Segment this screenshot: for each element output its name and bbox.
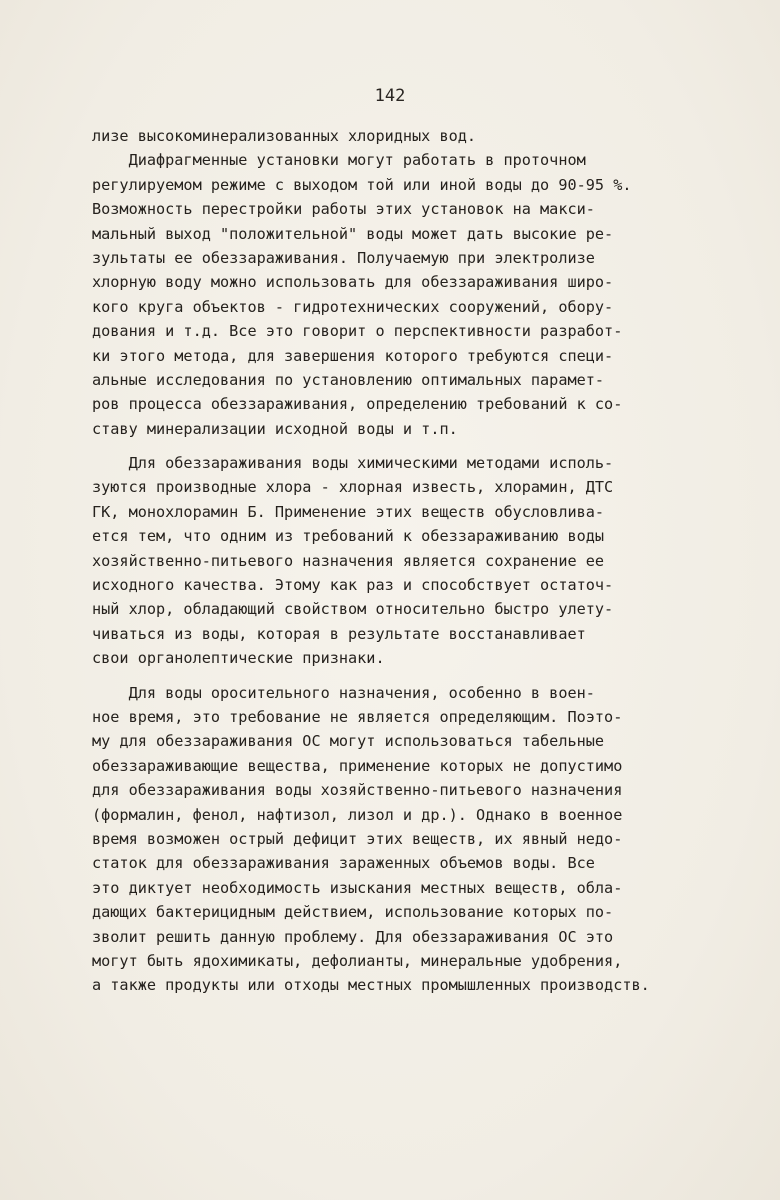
text-line: ный хлор, обладающий свойством относительно быстро улету- — [92, 600, 614, 619]
text-line: зволит решить данную проблему. Для обеззараживания ОС это — [92, 927, 614, 946]
text-line: обеззараживающие вещества, применение которых не допустимо — [92, 756, 623, 775]
text-line: для обеззараживания воды хозяйственно-питьевого назначения — [92, 781, 623, 800]
text-line: статок для обеззараживания зараженных объемов воды. Все — [92, 854, 595, 873]
text-line: ров процесса обеззараживания, определению требований к со- — [92, 395, 623, 414]
text-line: ГК, монохлорамин Б. Применение этих веществ обусловлива- — [92, 502, 605, 521]
text-line: Возможность перестройки работы этих установок на макси- — [92, 200, 595, 219]
paragraph — [92, 681, 732, 998]
text-line: хозяйственно-питьевого назначения является сохранение ее — [92, 551, 605, 570]
text-line: это диктует необходимость изыскания местных веществ, обла- — [92, 878, 623, 897]
text-line: ки этого метода, для завершения которого требуются специ- — [92, 346, 614, 365]
text-line: зуются производные хлора - хлорная известь, хлорамин, ДТС — [92, 478, 614, 497]
text-line: лизе высокоминерализованных хлоридных вод. — [92, 127, 477, 145]
text-line: исходного качества. Этому как раз и способствует остаточ- — [92, 576, 614, 595]
text-line: мальный выход "положительной" воды может дать высокие ре- — [92, 224, 614, 243]
paragraph — [92, 148, 732, 441]
text-line: Для обеззараживания воды химическими методами исполь- — [92, 454, 614, 473]
text-line: дающих бактерицидным действием, использование которых по- — [92, 903, 614, 922]
text-line: хлорную воду можно использовать для обеззараживания широ- — [92, 273, 614, 292]
text-line: а также продукты или отходы местных промышленных производств. — [92, 976, 650, 995]
text-line: дования и т.д. Все это говорит о перспективности разработ- — [92, 322, 623, 341]
page-number: 142 — [374, 86, 406, 106]
text-line: могут быть ядохимикаты, дефолианты, минеральные удобрения, — [92, 951, 623, 970]
text-line: ное время, это требование не является определяющим. Поэто- — [92, 707, 623, 726]
paragraph — [92, 124, 732, 148]
text-line: регулируемом режиме с выходом той или иной воды до 90-95 %. — [92, 175, 632, 194]
text-line: ставу минерализации исходной воды и т.п. — [92, 419, 458, 438]
paragraph — [92, 451, 732, 671]
text-line: ется тем, что одним из требований к обеззараживанию воды — [92, 527, 605, 546]
body-text — [92, 124, 732, 998]
text-line: Диафрагменные установки могут работать в проточном — [92, 151, 586, 170]
text-line: чиваться из воды, которая в результате восстанавливает — [92, 624, 586, 643]
text-line: (формалин, фенол, нафтизол, лизол и др.). Однако в военное — [92, 805, 623, 824]
text-line: альные исследования по установлению оптимальных парамет- — [92, 370, 605, 389]
text-line: му для обеззараживания ОС могут использоваться табельные — [92, 732, 605, 751]
text-line: кого круга объектов - гидротехнических сооружений, обору- — [92, 297, 614, 316]
text-line: зультаты ее обеззараживания. Получаемую при электролизе — [92, 248, 595, 267]
text-line: время возможен острый дефицит этих веществ, их явный недо- — [92, 829, 623, 848]
text-line: Для воды оросительного назначения, особенно в воен- — [92, 683, 595, 702]
text-line: свои органолептические признаки. — [92, 649, 385, 668]
